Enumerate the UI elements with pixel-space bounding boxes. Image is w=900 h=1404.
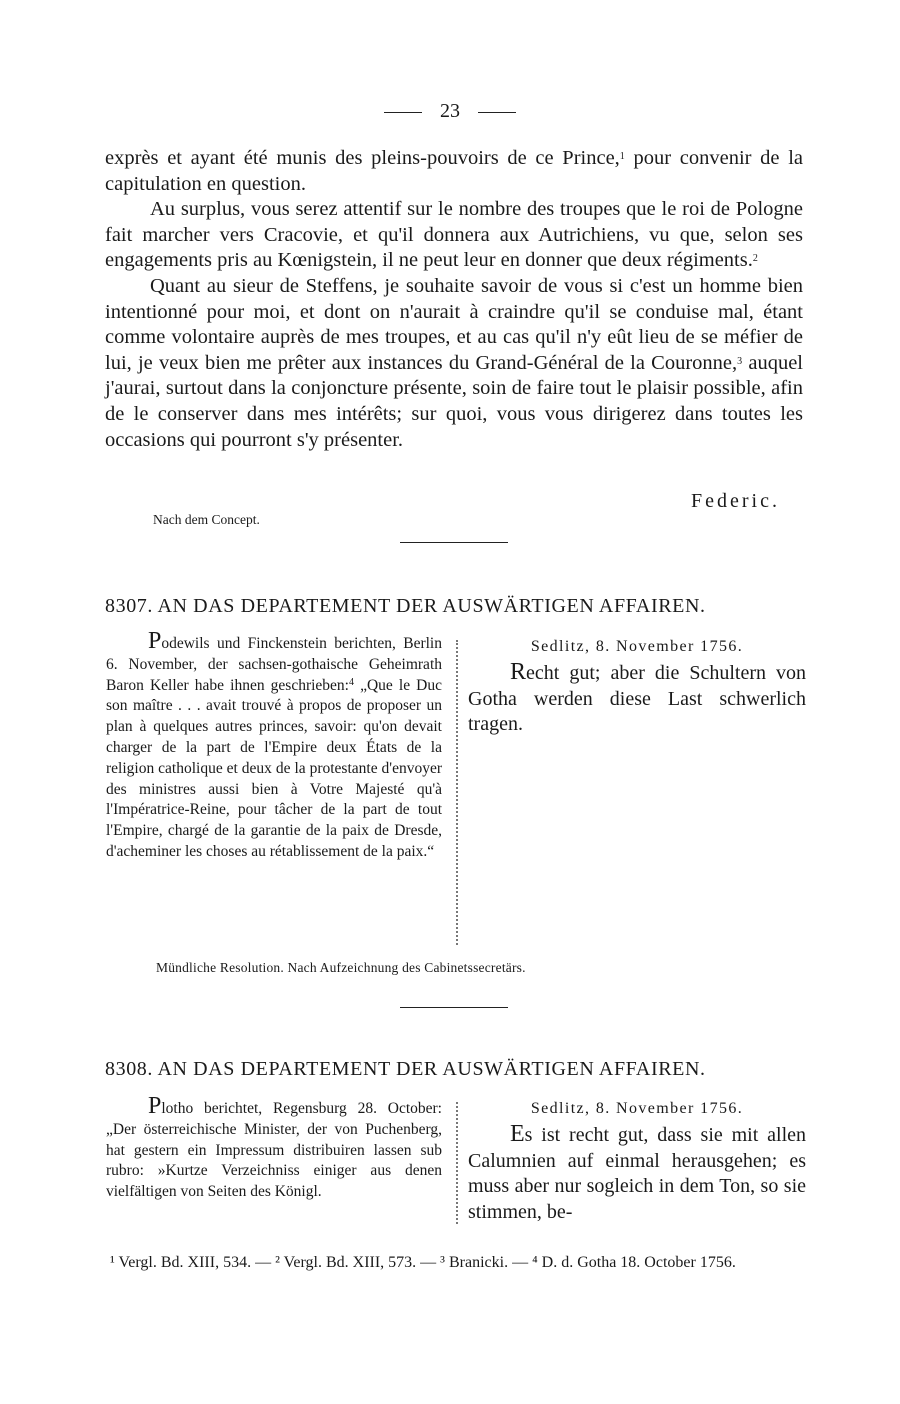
page-number-dash-left — [384, 112, 422, 113]
doc-8308-date: Sedlitz, 8. November 1756. — [530, 1100, 744, 1117]
footnotes: ¹ Vergl. Bd. XIII, 534. — ² Vergl. Bd. XIII, 573. — ³ Branicki. — ⁴ D. d. Gotha 18. October 1756. — [110, 1254, 736, 1271]
doc-8307-note: Mündliche Resolution. Nach Aufzeichnung des Cabinetssecretärs. — [156, 960, 526, 975]
page-number-dash-right — [478, 112, 516, 113]
doc-8308-heading: 8308. AN DAS DEPARTEMENT DER AUSWÄRTIGEN AFFAIREN. — [105, 1058, 706, 1080]
column-separator — [456, 640, 458, 945]
source-note: Nach dem Concept. — [153, 512, 260, 527]
doc-8308-summary: Plotho berichtet, Regensburg 28. October: „Der österreichische Minister, der von Puchenberg, hat gestern ein Impressum distribuiren lassen sub rubro: »Kurtze Verzeichniss einiger aus denen vielfältigen von Seiten des Königl. — [106, 1093, 442, 1201]
doc-8308-resolution: Sedlitz, 8. November 1756. Es ist recht gut, dass sie mit allen Calumnien auf einmal herausgehen; es muss aber nur sogleich in dem Ton, so sie stimmen, be- — [468, 1100, 806, 1223]
paragraph-2: Au surplus, vous serez attentif sur le nombre des troupes que le roi de Pologne fait marcher vers Cracovie, et qu'il donnera aux Autrichiens, vu que, selon ses engagements pris au Kœnigstein, il ne peut leur en donner que deux régiments.$^2$ — [105, 198, 803, 272]
section-divider — [400, 1007, 508, 1008]
column-separator — [456, 1102, 458, 1224]
letter-continuation — [105, 146, 803, 453]
section-divider — [400, 542, 508, 543]
page-number — [0, 100, 900, 123]
page-number-value: 23 — [440, 100, 460, 122]
paragraph-3: Quant au sieur de Steffens, je souhaite savoir de vous si c'est un homme bien intentionné pour moi, et dont on n'aurait à craindre qu'il se conduise mal, étant comme volontaire auprès de mes troupes, et au cas qu'il n'y eût lieu de se méfier de lui, je veux bien me prêter aux instances du Grand-Général de la Couronne,$^3$ auquel j'aurai, surtout dans la conjoncture présente, soin de faire tout le plaisir possible, afin de le conserver dans mes intérêts; sur quoi, vous vous dirigerez dans toutes les occasions qui pourront s'y présenter. — [105, 274, 803, 451]
paragraph-1: exprès et ayant été munis des pleins-pouvoirs de ce Prince,$^1$ pour convenir de la capitulation en question. — [105, 147, 803, 195]
doc-8307-summary: Podewils und Finckenstein berichten, Berlin 6. November, der sachsen-gothaische Geheimrath Baron Keller habe ihnen geschrieben:$^4$ „Que le Duc son maître . . . avait trouvé à propos de proposer un plan à quelques autres princes, savoir: qu'on devait charger de la part de l'Empire deux États de la religion catholique et deux de la protestante d'envoyer des ministres aussi bien à Votre Majesté qu'à l'Impératrice-Reine, pour tâcher de la part de tout l'Empire, chargé de la garantie de la paix de Dresde, d'acheminer les choses au rétablissement de la paix.“ — [106, 628, 442, 860]
doc-8307-heading: 8307. AN DAS DEPARTEMENT DER AUSWÄRTIGEN AFFAIREN. — [105, 595, 706, 617]
signature: Federic. — [691, 490, 780, 512]
doc-8307-resolution: Sedlitz, 8. November 1756. Recht gut; aber die Schultern von Gotha werden diese Last schwerlich tragen. — [468, 638, 806, 736]
doc-8307-date: Sedlitz, 8. November 1756. — [530, 638, 744, 655]
